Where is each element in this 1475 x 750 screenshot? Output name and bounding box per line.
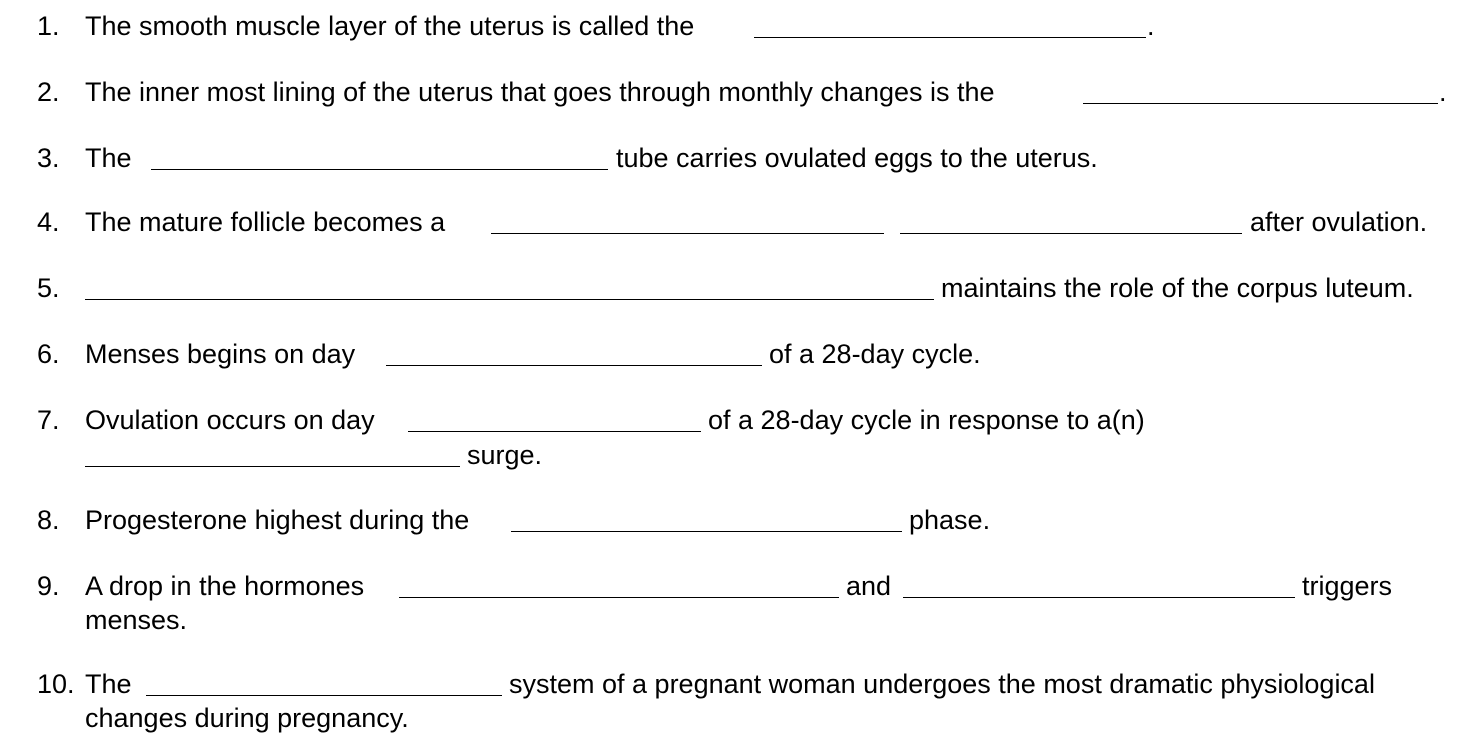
question-text: . (1439, 77, 1447, 107)
question-text: tube carries ovulated eggs to the uterus. (616, 143, 1098, 173)
question-text: Ovulation occurs on day (85, 405, 375, 435)
question-text: phase. (909, 505, 991, 535)
question-text: The mature follicle becomes a (85, 207, 446, 237)
question-text: and (846, 571, 892, 601)
answer-blank[interactable] (491, 233, 884, 234)
answer-blank[interactable] (903, 597, 1295, 598)
answer-blank[interactable] (754, 37, 1146, 38)
question-5 (0, 271, 1475, 305)
question-number: 8. (37, 505, 60, 535)
question-text: Menses begins on day (85, 339, 356, 369)
question-text: after ovulation. (1250, 207, 1428, 237)
question-text: changes during pregnancy. (85, 703, 409, 733)
question-2 (0, 75, 1475, 109)
question-4 (0, 205, 1475, 239)
question-number: 5. (37, 273, 60, 303)
question-7 (0, 403, 1475, 437)
question-6 (0, 337, 1475, 371)
question-1 (0, 9, 1475, 43)
question-text: surge. (467, 440, 543, 470)
question-text: . (1147, 11, 1155, 41)
question-text: system of a pregnant woman undergoes the most dramatic physiological (509, 669, 1375, 699)
question-9 (0, 569, 1475, 603)
question-text: The smooth muscle layer of the uterus is called the (85, 11, 695, 41)
answer-blank[interactable] (151, 169, 608, 170)
question-text: of a 28-day cycle. (769, 339, 981, 369)
question-3 (0, 141, 1475, 175)
answer-blank[interactable] (146, 695, 502, 696)
answer-blank[interactable] (399, 597, 839, 598)
answer-blank[interactable] (85, 299, 934, 300)
question-number: 9. (37, 571, 60, 601)
answer-blank[interactable] (900, 233, 1242, 234)
answer-blank[interactable] (386, 365, 762, 366)
question-text: The (85, 143, 132, 173)
question-text: menses. (85, 605, 188, 635)
question-number: 3. (37, 143, 60, 173)
answer-blank[interactable] (511, 531, 902, 532)
answer-blank[interactable] (85, 466, 460, 467)
question-10 (0, 667, 1475, 701)
question-number: 2. (37, 77, 60, 107)
question-text: The inner most lining of the uterus that goes through monthly changes is the (85, 77, 995, 107)
question-9-continued (0, 603, 1475, 637)
question-number: 1. (37, 11, 60, 41)
question-number: 6. (37, 339, 60, 369)
answer-blank[interactable] (408, 431, 701, 432)
question-number: 7. (37, 405, 60, 435)
question-text: A drop in the hormones (85, 571, 365, 601)
question-8 (0, 503, 1475, 537)
question-number: 4. (37, 207, 60, 237)
question-10-continued (0, 701, 1475, 735)
question-number: 10. (37, 669, 75, 699)
answer-blank[interactable] (1083, 103, 1438, 104)
question-text: Progesterone highest during the (85, 505, 470, 535)
question-7-continued (0, 438, 1475, 472)
question-text: maintains the role of the corpus luteum. (941, 273, 1414, 303)
question-text: of a 28-day cycle in response to a(n) (708, 405, 1145, 435)
question-text: triggers (1302, 571, 1393, 601)
question-text: The (85, 669, 132, 699)
